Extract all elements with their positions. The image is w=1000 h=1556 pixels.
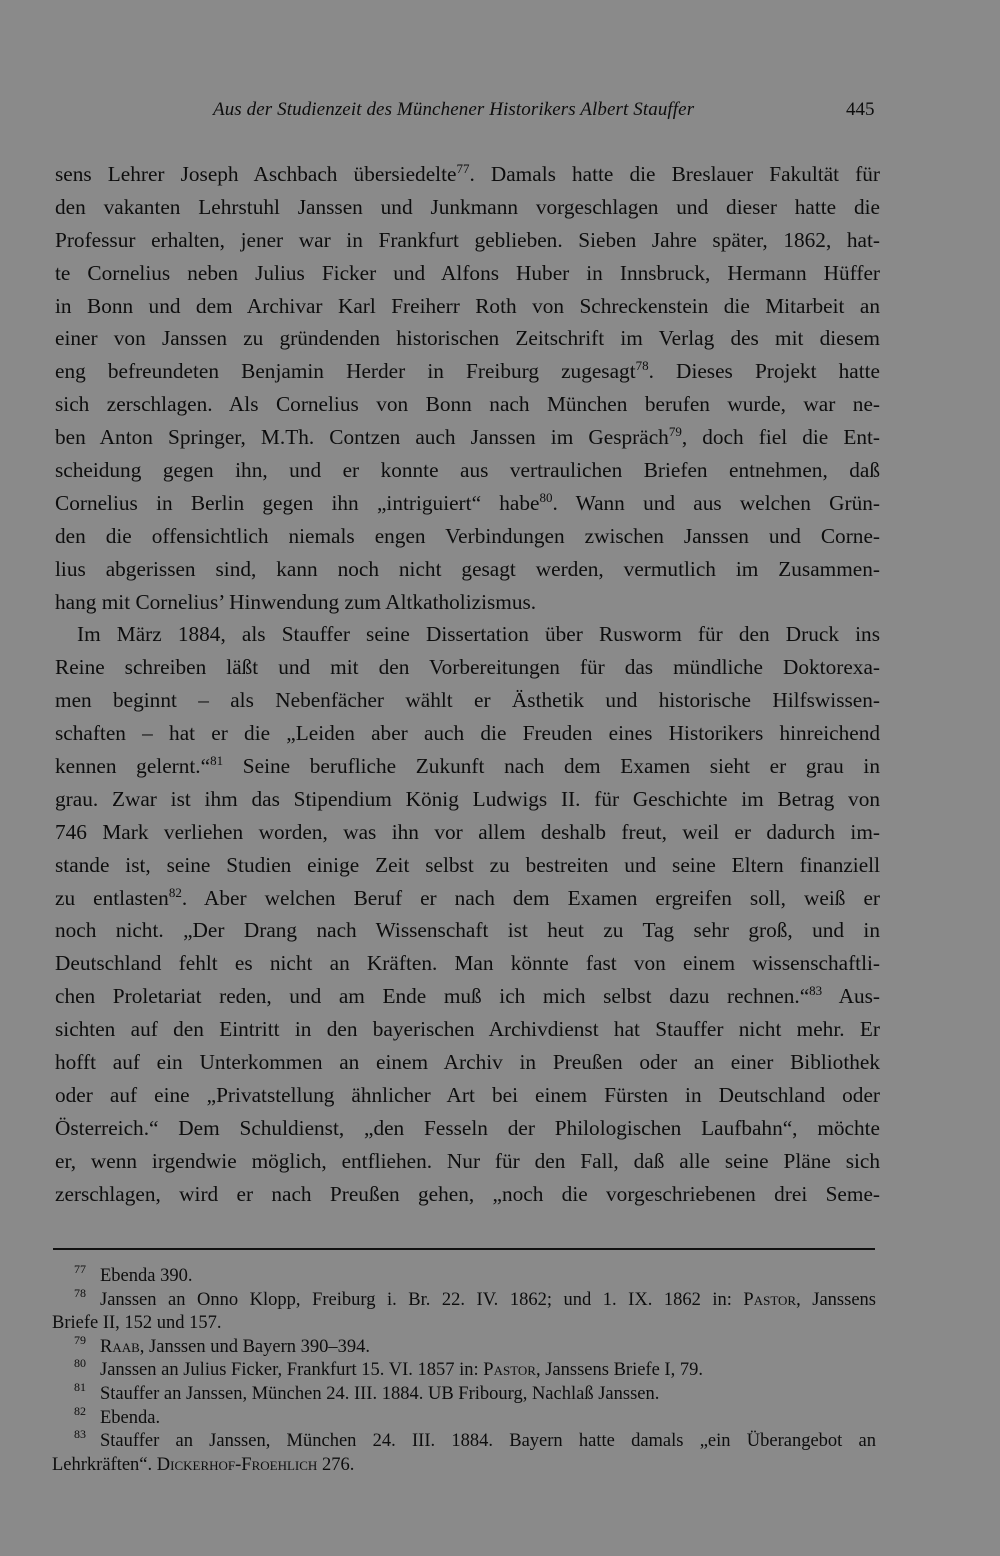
body-text xyxy=(55,158,880,1211)
text-line: stande ist, seine Studien einige Zeit selbst zu bestreiten und seine Eltern finanziell xyxy=(55,852,880,877)
text-line: zu entlasten$^{82}$. Aber welchen Beruf er nach dem Examen ergreifen soll, weiß er xyxy=(55,884,880,910)
footnote-78: 78 Janssen an Onno Klopp, Freiburg i. Br. 22. IV. 1862; und 1. IX. 1862 in: Pastor, Janssens xyxy=(74,1285,876,1310)
text-line: Professur erhalten, jener war in Frankfurt geblieben. Sieben Jahre später, 1862, hat- xyxy=(55,227,880,252)
text-line: scheidung gegen ihn, und er konnte aus vertraulichen Briefen entnehmen, daß xyxy=(55,458,880,483)
footnote-ref: 82 xyxy=(168,884,182,900)
footnote-77: 77 Ebenda 390. xyxy=(74,1262,193,1286)
text-line: zerschlagen, wird er nach Preußen gehen, „noch die vorgeschriebenen drei Seme- xyxy=(55,1181,880,1206)
footnote-81: 81 Stauffer an Janssen, München 24. III. 1884. UB Fribourg, Nachlaß Janssen. xyxy=(74,1379,660,1404)
text-line: in Bonn und dem Archivar Karl Freiherr Roth von Schreckenstein die Mitarbeit an xyxy=(55,293,880,318)
footnote-79: 79 Raab, Janssen und Bayern 390–394. xyxy=(74,1332,370,1357)
footnote-ref: 81 xyxy=(210,753,224,769)
text-line: Im März 1884, als Stauffer seine Dissertation über Rusworm für den Druck ins xyxy=(77,622,880,647)
text-line: Österreich.“ Dem Schuldienst, „den Fesseln der Philologischen Laufbahn“, möchte xyxy=(55,1115,880,1140)
footnote-ref: 79 xyxy=(668,424,682,440)
text-line: hofft auf ein Unterkommen an einem Archiv in Preußen oder an einer Bibliothek xyxy=(55,1050,880,1075)
text-line: eng befreundeten Benjamin Herder in Freiburg zugesagt$^{78}$. Dieses Projekt hatte xyxy=(55,358,880,384)
text-line: ben Anton Springer, M.Th. Contzen auch Janssen im Gespräch$^{79}$, doch fiel die Ent- xyxy=(55,424,880,450)
footnote-separator xyxy=(53,1248,875,1250)
text-line: noch nicht. „Der Drang nach Wissenschaft ist heut zu Tag sehr groß, und in xyxy=(55,918,880,943)
text-line: er, wenn irgendwie möglich, entfliehen. Nur für den Fall, daß alle seine Pläne sich xyxy=(55,1148,880,1173)
footnote-83-continued: Lehrkräften“. Dickerhof-Froehlich 276. xyxy=(52,1454,355,1475)
text-line: hang mit Cornelius’ Hinwendung zum Altkatholizismus. xyxy=(55,589,537,614)
text-line: sich zerschlagen. Als Cornelius von Bonn nach München berufen wurde, war ne- xyxy=(55,392,880,417)
text-line: sichten auf den Eintritt in den bayerischen Archivdienst hat Stauffer nicht mehr. Er xyxy=(55,1017,880,1042)
footnote-78-continued: Briefe II, 152 und 157. xyxy=(52,1313,222,1334)
text-line: Deutschland fehlt es nicht an Kräften. Man könnte fast von einem wissenschaftli- xyxy=(55,951,880,976)
text-line: sens Lehrer Joseph Aschbach übersiedelte$^{77}$. Damals hatte die Breslauer Fakultät für xyxy=(55,161,880,186)
text-line: lius abgerissen sind, kann noch nicht gesagt werden, vermutlich im Zusammen- xyxy=(55,556,880,581)
running-title: Aus der Studienzeit des Münchener Historikers Albert Stauffer xyxy=(213,99,695,120)
text-line: 746 Mark verliehen worden, was ihn vor allem deshalb freut, weil er dadurch im- xyxy=(55,819,880,844)
text-line: Reine schreiben läßt und mit den Vorbereitungen für das mündliche Doktorexa- xyxy=(55,655,880,680)
text-line: men beginnt – als Nebenfächer wählt er Ästhetik und historische Hilfswissen- xyxy=(55,688,880,713)
text-line: kennen gelernt.“$^{81}$ Seine berufliche Zukunft nach dem Examen sieht er grau in xyxy=(55,753,880,779)
footnote-ref: 83 xyxy=(809,983,823,999)
footnote-80: 80 Janssen an Julius Ficker, Frankfurt 15. VI. 1857 in: Pastor, Janssens Briefe I, 79. xyxy=(74,1356,703,1381)
footnote-ref: 80 xyxy=(539,489,553,505)
page-number: 445 xyxy=(846,99,875,120)
text-line: den die offensichtlich niemals engen Verbindungen zwischen Janssen und Corne- xyxy=(55,523,880,548)
footnote-83: 83 Stauffer an Janssen, München 24. III. 1884. Bayern hatte damals „ein Überangebot an xyxy=(74,1427,876,1452)
text-line: den vakanten Lehrstuhl Janssen und Junkmann vorgeschlagen und dieser hatte die xyxy=(55,194,880,219)
footnote-82: 82 Ebenda. xyxy=(74,1403,161,1428)
page-header xyxy=(0,99,1000,129)
text-line: oder auf eine „Privatstellung ähnlicher Art bei einem Fürsten in Deutschland oder xyxy=(55,1082,880,1107)
text-line: grau. Zwar ist ihm das Stipendium König Ludwigs II. für Geschichte im Betrag von xyxy=(55,786,880,811)
footnote-ref: 77 xyxy=(456,161,470,176)
footnote-ref: 78 xyxy=(635,358,649,374)
text-line: schaften – hat er die „Leiden aber auch die Freuden eines Historikers hinreichend xyxy=(55,721,880,746)
footnotes xyxy=(50,1262,876,1477)
text-line: einer von Janssen zu gründenden historischen Zeitschrift im Verlag des mit diesem xyxy=(55,326,880,351)
text-line: chen Proletariat reden, und am Ende muß ich mich selbst dazu rechnen.“$^{83}$ Aus- xyxy=(55,983,880,1009)
text-line: te Cornelius neben Julius Ficker und Alfons Huber in Innsbruck, Hermann Hüffer xyxy=(55,260,880,285)
text-line: Cornelius in Berlin gegen ihn „intriguiert“ habe$^{80}$. Wann und aus welchen Grün- xyxy=(55,489,880,515)
